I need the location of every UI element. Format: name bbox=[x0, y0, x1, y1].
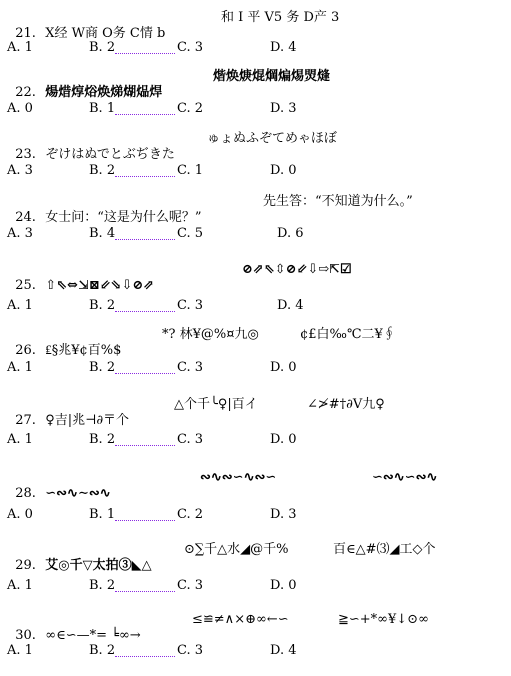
option-d[interactable]: D. 3 bbox=[270, 507, 297, 522]
option-a[interactable]: A. 3 bbox=[7, 226, 33, 241]
options-row-24 bbox=[7, 226, 507, 242]
options-row-29 bbox=[7, 578, 507, 594]
option-c[interactable]: C. 3 bbox=[177, 298, 204, 313]
question-sequence-2: ゅょぬふぞてめゃほぼ bbox=[207, 131, 337, 146]
option-c[interactable]: C. 3 bbox=[177, 40, 204, 55]
question-sequence-1: ₤§兆¥¢百%$ bbox=[45, 343, 122, 358]
option-a[interactable]: A. 1 bbox=[7, 40, 33, 55]
question-number: 30. bbox=[15, 628, 36, 643]
option-d[interactable]: D. 4 bbox=[270, 40, 297, 55]
question-number: 29. bbox=[15, 558, 36, 573]
question-sequence-1: ぞけはぬでとぶぢきた bbox=[45, 147, 175, 162]
question-sequence-1: ∞∈∽—*= ╘∞→ bbox=[45, 628, 141, 643]
option-d[interactable]: D. 4 bbox=[277, 298, 304, 313]
question-sequence-2: 先生答：“不知道为什么。” bbox=[263, 194, 413, 209]
question-sequence-2: 和 I 平 V5 务 D产 3 bbox=[221, 10, 340, 25]
options-row-27 bbox=[7, 432, 507, 448]
question-sequence-2: △个千╰♀|百イ bbox=[174, 397, 258, 412]
option-a[interactable]: A. 1 bbox=[7, 432, 33, 447]
option-c[interactable]: C. 3 bbox=[177, 578, 204, 593]
option-d[interactable]: D. 6 bbox=[277, 226, 304, 241]
question-sequence-1: 艾◎千▽太拍③◣△ bbox=[45, 558, 152, 573]
dotted-underline bbox=[115, 445, 175, 446]
question-sequence-1: 煬焟焞焀焕焍煳煰焊 bbox=[45, 85, 163, 100]
options-row-22 bbox=[7, 101, 507, 117]
dotted-underline bbox=[115, 53, 175, 54]
question-number: 28. bbox=[15, 486, 36, 501]
option-b[interactable]: B. 2 bbox=[89, 298, 116, 313]
option-b[interactable]: B. 2 bbox=[89, 40, 116, 55]
options-row-21 bbox=[7, 40, 507, 56]
option-c[interactable]: C. 3 bbox=[177, 360, 204, 375]
question-sequence-3: ¢£白‰℃二¥∮ bbox=[300, 327, 396, 342]
option-d[interactable]: D. 4 bbox=[270, 643, 297, 658]
option-c[interactable]: C. 2 bbox=[177, 101, 204, 116]
question-sequence-1: ♀吉|兆⊣∂〒个 bbox=[45, 413, 130, 428]
option-a[interactable]: A. 1 bbox=[7, 578, 33, 593]
question-sequence-2: ⊙∑千△水◢@千% bbox=[184, 542, 289, 557]
option-b[interactable]: B. 2 bbox=[89, 360, 116, 375]
question-sequence-2: 煯焕焿焜焵煸焬焽熢 bbox=[213, 69, 331, 84]
dotted-underline bbox=[115, 176, 175, 177]
question-sequence-2: *? 林¥@%¤九◎ bbox=[162, 327, 259, 342]
option-a[interactable]: A. 0 bbox=[7, 507, 33, 522]
option-b[interactable]: B. 2 bbox=[89, 578, 116, 593]
option-c[interactable]: C. 1 bbox=[177, 163, 204, 178]
option-b[interactable]: B. 4 bbox=[89, 226, 116, 241]
option-d[interactable]: D. 0 bbox=[270, 432, 297, 447]
question-number: 24. bbox=[15, 210, 36, 225]
dotted-underline bbox=[115, 114, 175, 115]
question-sequence-1: X经 W商 O务 C情 b bbox=[45, 26, 166, 41]
question-sequence-2: ≤≌≠∧×⊕∞←∽ bbox=[192, 612, 289, 627]
question-sequence-3: ∽∾∿∽∾∿ bbox=[372, 470, 438, 485]
option-b[interactable]: B. 2 bbox=[89, 163, 116, 178]
options-row-28 bbox=[7, 507, 507, 523]
option-a[interactable]: A. 1 bbox=[7, 298, 33, 313]
options-row-26 bbox=[7, 360, 507, 376]
question-sequence-1: ⇧⇖⇔⇲⊠⇙⇘⇩⊘⇗ bbox=[45, 278, 155, 293]
option-d[interactable]: D. 3 bbox=[270, 101, 297, 116]
options-row-25 bbox=[7, 298, 507, 314]
question-number: 25. bbox=[15, 278, 36, 293]
dotted-underline bbox=[115, 311, 175, 312]
option-a[interactable]: A. 1 bbox=[7, 360, 33, 375]
option-a[interactable]: A. 1 bbox=[7, 643, 33, 658]
dotted-underline bbox=[115, 520, 175, 521]
options-row-30 bbox=[7, 643, 507, 659]
dotted-underline bbox=[115, 656, 175, 657]
option-d[interactable]: D. 0 bbox=[270, 163, 297, 178]
option-b[interactable]: B. 1 bbox=[89, 507, 116, 522]
option-c[interactable]: C. 2 bbox=[177, 507, 204, 522]
option-d[interactable]: D. 0 bbox=[270, 578, 297, 593]
option-b[interactable]: B. 1 bbox=[89, 101, 116, 116]
dotted-underline bbox=[115, 239, 175, 240]
option-a[interactable]: A. 0 bbox=[7, 101, 33, 116]
question-number: 22. bbox=[15, 85, 36, 100]
option-c[interactable]: C. 3 bbox=[177, 432, 204, 447]
question-sequence-2: ⊘⇗⇖⇳⊘⇙⇩⇨⇱☑ bbox=[242, 262, 352, 277]
option-c[interactable]: C. 3 bbox=[177, 643, 204, 658]
question-sequence-3: ≧∽+*∞¥↓⊙∞ bbox=[338, 612, 429, 627]
dotted-underline bbox=[115, 591, 175, 592]
question-number: 27. bbox=[15, 413, 36, 428]
question-number: 26. bbox=[15, 343, 36, 358]
option-b[interactable]: B. 2 bbox=[89, 432, 116, 447]
option-c[interactable]: C. 5 bbox=[177, 226, 204, 241]
option-b[interactable]: B. 2 bbox=[89, 643, 116, 658]
options-row-23 bbox=[7, 163, 507, 179]
dotted-underline bbox=[115, 373, 175, 374]
question-number: 21. bbox=[15, 26, 36, 41]
question-sequence-1: 女士问：“这是为什么呢？” bbox=[45, 210, 202, 225]
question-sequence-1: ∽∾∿∼∾∿ bbox=[45, 486, 111, 501]
option-d[interactable]: D. 0 bbox=[270, 360, 297, 375]
question-sequence-3: 百∈△#⑶◢工◇个 bbox=[333, 542, 436, 557]
question-sequence-2: ∾∿∾∽∿∾∽ bbox=[200, 470, 277, 485]
question-sequence-3: ∠≯#†∂V九♀ bbox=[307, 397, 385, 412]
option-a[interactable]: A. 3 bbox=[7, 163, 33, 178]
question-number: 23. bbox=[15, 147, 36, 162]
